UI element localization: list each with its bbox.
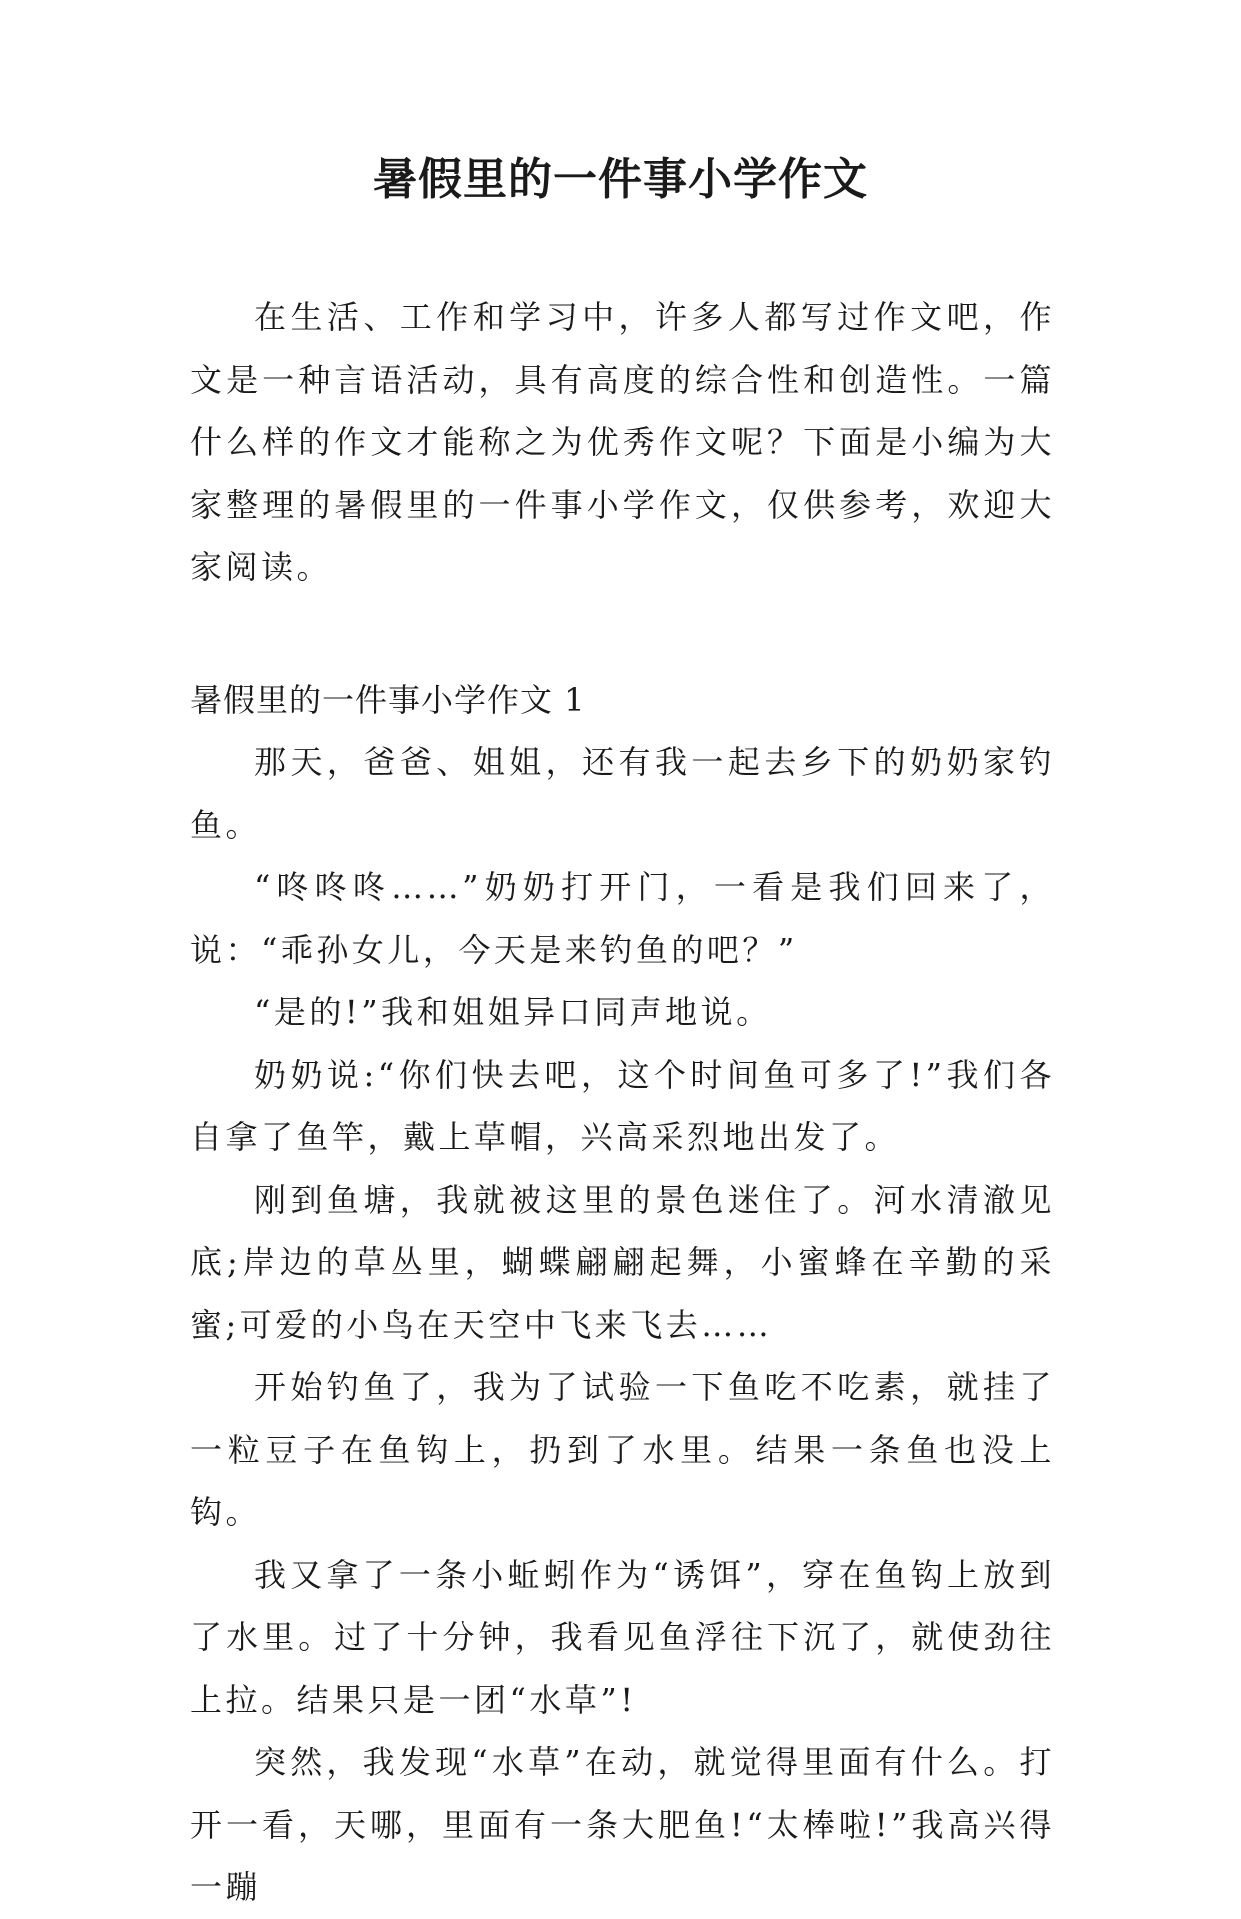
body-paragraph: 奶奶说:“你们快去吧，这个时间鱼可多了!”我们各自拿了鱼竿，戴上草帽，兴高采烈地出发了。 — [190, 1055, 1055, 1156]
body-paragraph: 开始钓鱼了，我为了试验一下鱼吃不吃素，就挂了一粒豆子在鱼钩上，扔到了水里。结果一条鱼也没上钩。 — [190, 1368, 1055, 1531]
body-paragraph: “是的!”我和姐姐异口同声地说。 — [254, 993, 772, 1031]
intro-paragraph: 在生活、工作和学习中，许多人都写过作文吧，作文是一种言语活动，具有高度的综合性和创造性。一篇什么样的作文才能称之为优秀作文呢？下面是小编为大家整理的暑假里的一件事小学作文，仅供参考，欢迎大家阅读。 — [190, 298, 1055, 586]
body-paragraph: 刚到鱼塘，我就被这里的景色迷住了。河水清澈见底;岸边的草丛里，蝴蝶翩翩起舞，小蜜蜂在辛勤的采蜜;可爱的小鸟在天空中飞来飞去…… — [190, 1180, 1055, 1344]
body-paragraph: “咚咚咚……”奶奶打开门，一看是我们回来了，说：“乖孙女儿，今天是来钓鱼的吧？” — [190, 868, 1055, 969]
document-title: 暑假里的一件事小学作文 — [373, 154, 868, 205]
body-paragraph: 突然，我发现“水草”在动，就觉得里面有什么。打开一看，天哪，里面有一条大肥鱼!“太棒啦!”我高兴得一蹦 — [190, 1743, 1055, 1906]
section-spacer — [190, 599, 1055, 669]
body-paragraph: 我又拿了一条小蚯蚓作为“诱饵”，穿在鱼钩上放到了水里。过了十分钟，我看见鱼浮往下沉了，就使劲往上拉。结果只是一团“水草”! — [190, 1555, 1055, 1719]
document-body — [190, 286, 1055, 1919]
section-heading: 暑假里的一件事小学作文 1 — [190, 680, 586, 719]
body-paragraph: 那天，爸爸、姐姐，还有我一起去乡下的奶奶家钓鱼。 — [190, 743, 1055, 844]
